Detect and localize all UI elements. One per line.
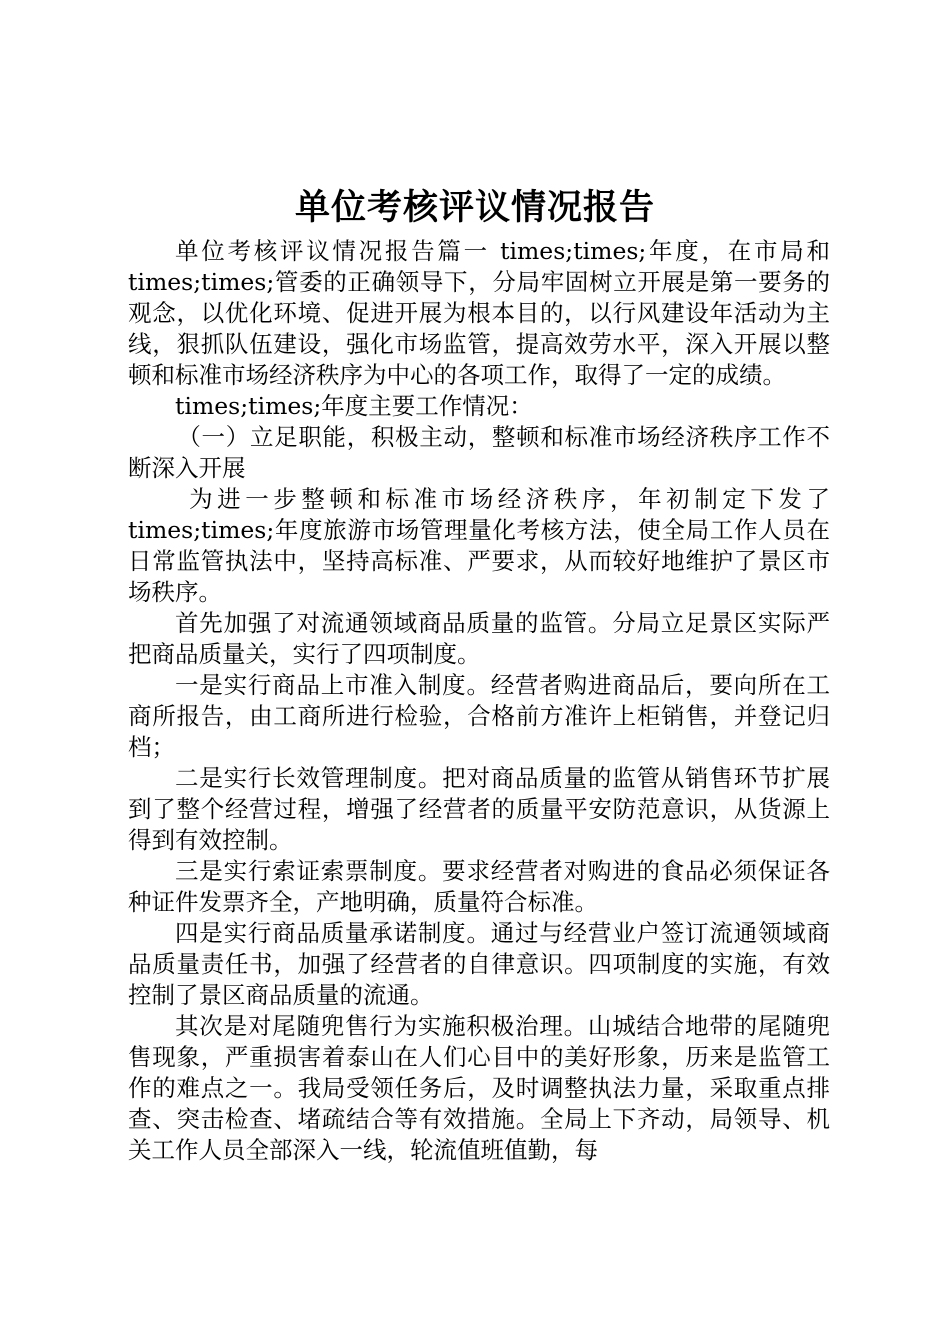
paragraph-rule-three: 三是实行索证索票制度。要求经营者对购进的食品必须保证各种证件发票齐全，产地明确，质量符合标准。: [128, 857, 830, 916]
paragraph-annual-summary-heading: times;times;年度主要工作情况：: [175, 392, 533, 420]
paragraph-rule-two: 二是实行长效管理制度。把对商品质量的监管从销售环节扩展到了整个经营过程，增强了经营者的质量平安防范意识，从货源上得到有效控制。: [128, 764, 830, 854]
document-title: 单位考核评议情况报告: [294, 188, 655, 228]
paragraph-peddling-control: 其次是对尾随兜售行为实施积极治理。山城结合地带的尾随兜售现象，严重损害着泰山在人们心目中的美好形象，历来是监管工作的难点之一。我局受领任务后，及时调整执法力量，采取重点排查、突击检查、堵疏结合等有效措施。全局上下齐动，局领导、机关工作人员全部深入一线，轮流值班值勤，每: [128, 1012, 830, 1164]
paragraph-assessment-method: 为进一步整顿和标准市场经济秩序，年初制定下发了times;times;年度旅游市场管理量化考核方法，使全局工作人员在日常监管执法中，坚持高标准、严要求，从而较好地维护了景区市场秩序。: [128, 485, 830, 606]
paragraph-intro: 单位考核评议情况报告篇一 times;times;年度，在市局和times;times;管委的正确领导下，分局牢固树立开展是第一要务的观念，以优化环境、促进开展为根本目的，以行风建设年活动为主线，狠抓队伍建设，强化市场监管，提高效劳水平，深入开展以整顿和标准市场经济秩序为中心的各项工作，取得了一定的成绩。: [128, 237, 830, 389]
paragraph-rule-one: 一是实行商品上市准入制度。经营者购进商品后，要向所在工商所报告，由工商所进行检验，合格前方准许上柜销售，并登记归档；: [128, 671, 830, 761]
paragraph-rule-four: 四是实行商品质量承诺制度。通过与经营业户签订流通领域商品质量责任书，加强了经营者的自律意识。四项制度的实施，有效控制了景区商品质量的流通。: [128, 919, 830, 1009]
paragraph-quality-supervision: 首先加强了对流通领域商品质量的监管。分局立足景区实际严把商品质量关，实行了四项制度。: [128, 609, 830, 668]
paragraph-section-one-heading: （一）立足职能，积极主动，整顿和标准市场经济秩序工作不断深入开展: [128, 423, 830, 482]
document-body: [128, 236, 830, 1166]
